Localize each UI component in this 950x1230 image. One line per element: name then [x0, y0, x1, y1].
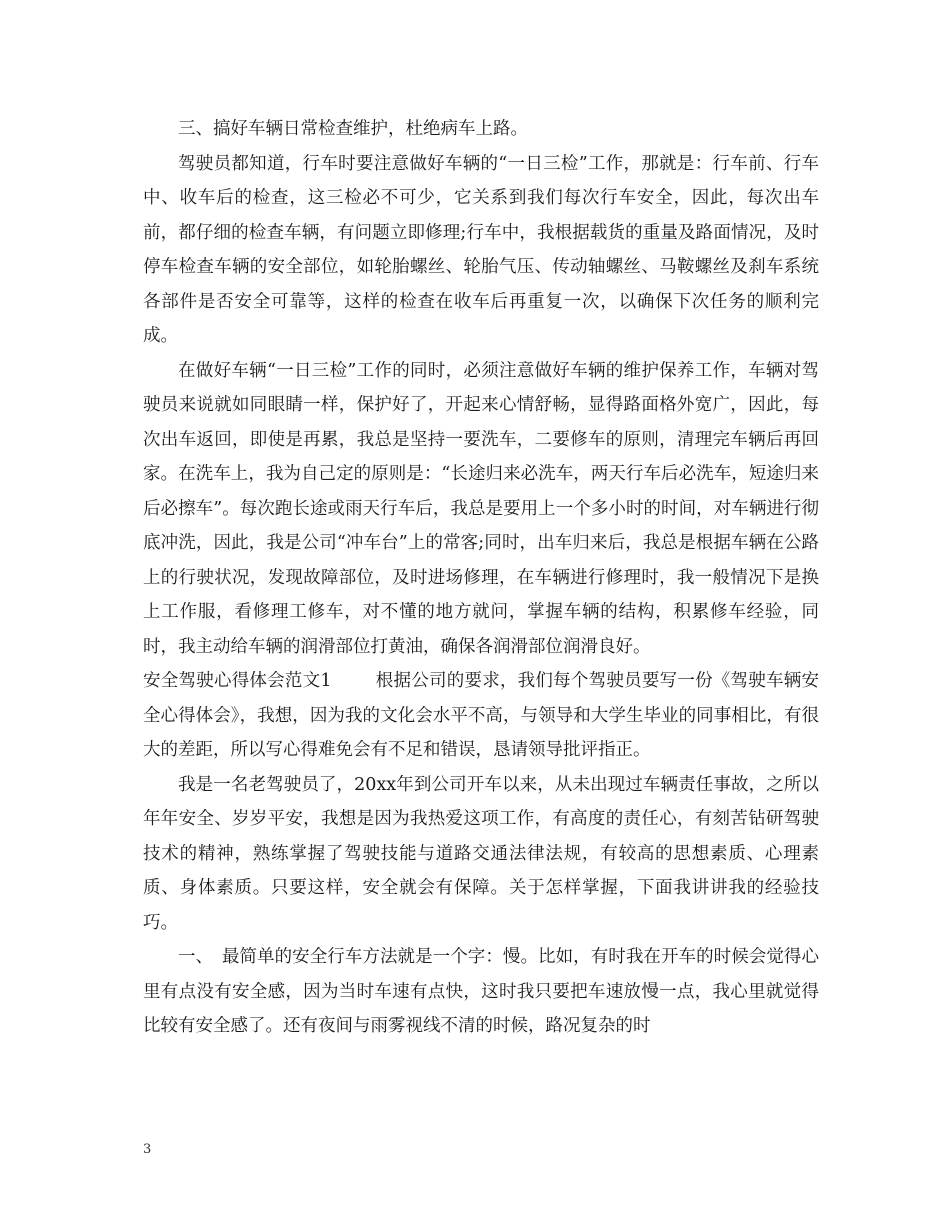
paragraph-section-intro [143, 664, 819, 768]
paragraph-experience: 我是一名老驾驶员了，20xx年到公司开车以来，从未出现过车辆责任事故，之所以年年安全、岁岁平安，我想是因为我热爱这项工作，有高度的责任心，有刻苦钻研驾驶技术的精神，熟练掌握了驾驶技能与道路交通法律法规，有较高的思想素质、心理素质、身体素质。只要这样，安全就会有保障。关于怎样掌握，下面我讲讲我的经验技巧。 [143, 774, 819, 933]
document-body [143, 112, 819, 1044]
paragraph-maintenance: 在做好车辆“一日三检”工作的同时，必须注意做好车辆的维护保养工作，车辆对驾驶员来说就如同眼睛一样，保护好了，开起来心情舒畅，显得路面格外宽广，因此，每次出车返回，即使是再累，我总是坚持一要洗车，二要修车的原则，清理完车辆后再回家。在洗车上，我为自己定的原则是：“长途归来必洗车，两天行车后必洗车，短途归来后必擦车”。每次跑长途或雨天行车后，我总是要用上一个多小时的时间，对车辆进行彻底冲洗，因此，我是公司“冲车台”上的常客;同时，出车归来后，我总是根据车辆在公路上的行驶状况，发现故障部位，及时进场修理，在车辆进行修理时，我一般情况下是换上工作服，看修理工修车，对不懂的地方就问，掌握车辆的结构，积累修车经验，同时，我主动给车辆的润滑部位打黄油，确保各润滑部位润滑良好。 [143, 360, 819, 657]
page-number: 3 [143, 1142, 152, 1157]
paragraph-heading-three: 三、搞好车辆日常检查维护，杜绝病车上路。 [178, 119, 528, 139]
paragraph-drive-slow: 一、 最简单的安全行车方法就是一个字：慢。比如，有时我在开车的时候会觉得心里有点没有安全感，因为当时车速有点快，这时我只要把车速放慢一点，我心里就觉得比较有安全感了。还有夜间与雨雾视线不清的时候，路况复杂的时 [143, 947, 819, 1036]
section-intro-text: 根据公司的要求，我们每个驾驶员要写一份《驾驶车辆安全心得体会》，我想，因为我的文化会水平不高，与领导和大学生毕业的同事相比，有很大的差距，所以写心得难免会有不足和错误，恳请领导批评指正。 [143, 671, 820, 760]
paragraph-daily-checks: 驾驶员都知道，行车时要注意做好车辆的“一日三检”工作，那就是：行车前、行车中、收车后的检查，这三检必不可少，它关系到我们每次行车安全，因此，每次出车前，都仔细的检查车辆，有问题立即修理;行车中，我根据载货的重量及路面情况，及时停车检查车辆的安全部位，如轮胎螺丝、轮胎气压、传动轴螺丝、马鞍螺丝及刹车系统各部件是否安全可靠等，这样的检查在收车后再重复一次，以确保下次任务的顺利完成。 [143, 153, 819, 346]
section-title: 安全驾驶心得体会范文1 [143, 671, 332, 691]
